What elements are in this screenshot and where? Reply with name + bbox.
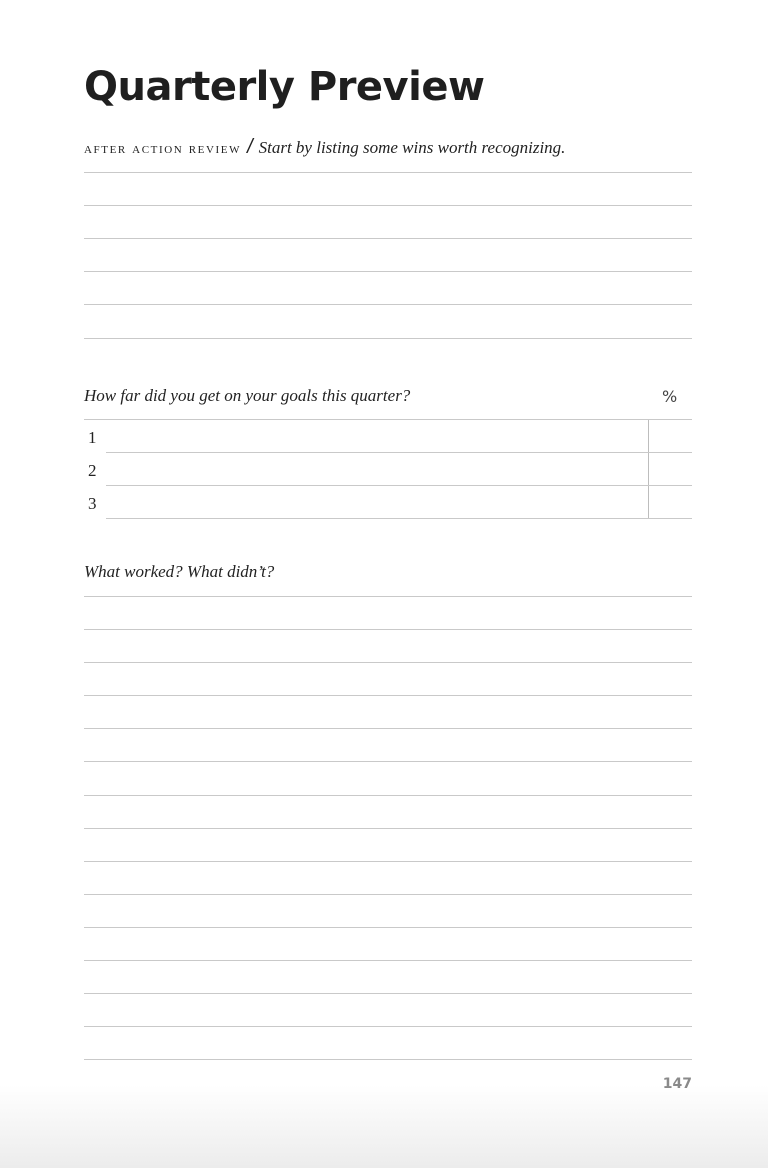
writing-line[interactable] <box>84 894 692 895</box>
reflection-question: What worked? What didn’t? <box>84 562 275 581</box>
section-separator: / <box>247 136 253 158</box>
writing-line[interactable] <box>84 728 692 729</box>
writing-line[interactable] <box>84 205 692 206</box>
goal-number: 1 <box>88 428 97 447</box>
writing-line[interactable] <box>84 338 692 339</box>
goals-table-top-rule <box>84 419 692 420</box>
percent-header: % <box>662 387 678 406</box>
percent-column-divider <box>648 420 649 519</box>
writing-line[interactable] <box>84 993 692 994</box>
writing-line[interactable] <box>84 1059 692 1060</box>
writing-line[interactable] <box>84 629 692 630</box>
writing-line[interactable] <box>84 596 692 597</box>
writing-line[interactable] <box>84 795 692 796</box>
goal-line[interactable] <box>106 452 692 453</box>
goal-number: 2 <box>88 461 97 480</box>
writing-line[interactable] <box>84 172 692 173</box>
writing-line[interactable] <box>84 761 692 762</box>
goal-line[interactable] <box>106 485 692 486</box>
writing-line[interactable] <box>84 927 692 928</box>
goals-question: How far did you get on your goals this quarter? <box>84 386 411 405</box>
writing-line[interactable] <box>84 662 692 663</box>
section-subhead <box>84 134 565 162</box>
writing-line[interactable] <box>84 271 692 272</box>
writing-line[interactable] <box>84 695 692 696</box>
writing-line[interactable] <box>84 861 692 862</box>
section-prompt: Start by listing some wins worth recognizing. <box>258 138 566 157</box>
page-title: Quarterly Preview <box>84 64 485 110</box>
goal-line[interactable] <box>106 518 692 519</box>
page-number: 147 <box>662 1076 692 1092</box>
writing-line[interactable] <box>84 1026 692 1027</box>
section-label: after action review <box>84 141 242 157</box>
goal-number: 3 <box>88 494 97 513</box>
writing-line[interactable] <box>84 960 692 961</box>
writing-line[interactable] <box>84 238 692 239</box>
writing-line[interactable] <box>84 304 692 305</box>
writing-line[interactable] <box>84 828 692 829</box>
